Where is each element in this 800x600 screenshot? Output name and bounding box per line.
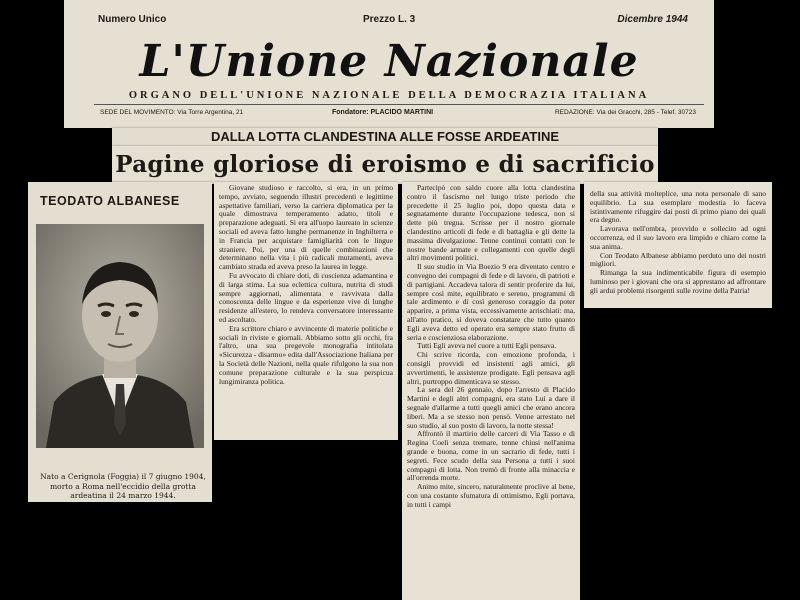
- newspaper-title: L'Unione Nazionale: [139, 36, 639, 87]
- paragraph: Rimanga la sua indimenticabile figura di esempio luminoso per i giovani che ora si apprestano ad affrontare gli ardui problemi risorgenti sulle rovine della Patria!: [590, 268, 766, 295]
- paragraph: Partecipò con saldo cuore alla lotta clandestina contro il fascismo nel lungo triste periodo che precedette il 25 luglio poi, dopo questa data e segnatamente durante l'occupazione tedesca, non si dette più tregua. Scrisse per il nostro giornale clandestino articoli di fede e di battaglia e gli dette la massima divulgazione. Tenne continui contatti con le nostre bande armate e collegamenti con quelle degli altri movimenti politici.: [407, 183, 575, 263]
- masthead-divider: [94, 104, 704, 105]
- portrait-photo: [36, 224, 204, 448]
- issue-date: Dicembre 1944: [617, 14, 688, 25]
- newspaper-subtitle: ORGANO DELL'UNIONE NAZIONALE DELLA DEMOCRAZIA ITALIANA: [128, 90, 650, 101]
- founder-line: Fondatore: PLACIDO MARTINI: [332, 109, 434, 116]
- portrait-name: TEODATO ALBANESE: [40, 194, 180, 208]
- headline-text: Pagine gloriose di eroismo e di sacrificio: [115, 151, 655, 178]
- portrait-caption: Nato a Cerignola (Foggia) il 7 giugno 1904, morto a Roma nell'eccidio della grotta ardeatina il 24 marzo 1944.: [40, 472, 206, 500]
- paragraph: della sua attività molteplice, una nota personale di sano equilibrio. La sua esemplare modestia lo faceva istintivamente rifuggire dai posti di primo piano dei quali era degno.: [590, 189, 766, 225]
- paragraph: Tutti Egli aveva nel cuore a tutti Egli pensava.: [417, 341, 557, 351]
- seat-address: SEDE DEL MOVIMENTO: Via Torre Argentina, 21: [100, 109, 244, 116]
- masthead: [64, 0, 714, 128]
- paragraph: Fu avvocato di chiare doti, di coscienza adamantina e di larga stima. La sua eclettica cultura, nutrita di studi sempre aggiornati, alimentata e ravvivata dalla conoscenza delle lingue e da esperienze vive di lunghe residenze all'estero, lo rendeva conversatore interessante ed ascoltato.: [219, 270, 393, 324]
- portrait-card: [28, 182, 212, 502]
- paragraph: Chi scrive ricorda, con emozione profonda, i consigli provvidi ed insistenti agli amici, gli avvertimenti, le assistenze prodigate. Egli pensava agli altri, purtroppo dimenticava se stesso.: [407, 350, 575, 386]
- article-column-1: [214, 182, 398, 440]
- paragraph: La sera del 26 gennaio, dopo l'arresto di Placido Martini e degli altri compagni, era stato Lui a dare il segnale d'allarme a tutti quegli amici che erano ancora liberi. Ma a se stesso non pensò. Venne arrestato nel suo studio, al suo posto di lavoro, la notte stessa!: [407, 385, 575, 430]
- paragraph: Con Teodato Albanese abbiamo perduto uno dei nostri migliori.: [590, 250, 766, 269]
- paragraph: Animo mite, sincero, naturalmente proclive al bene, con una costante sfumatura di ottimismo, Egli portava, in tutti i campi: [407, 482, 575, 509]
- kicker-text: DALLA LOTTA CLANDESTINA ALLE FOSSE ARDEATINE: [210, 129, 560, 144]
- paragraph: Affrontò il martirio delle carceri di Via Tasso e di Regina Coeli senza tremare, tenne chiusi nell'anima grande e buona, come in un sacrario di fede, tutti i segreti. Fece scudo della sua Persona a tutti i suoi compagni di lotta. Non tremò di fronte alla minaccia e all'orrenda morte.: [407, 429, 575, 483]
- article-headline: [112, 146, 658, 184]
- issue-label: Numero Unico: [98, 14, 167, 25]
- paragraph: Era scrittore chiaro e avvincente di materie politiche e sociali in riviste e giornali. Abbiamo sotto gli occhi, fra l'altro, una sua pregevole monografia intitolata «Sicurezza - disarmo» edita dall'Associazione Italiana per la Società delle Nazioni, nella quale rifulgono la sua non comune preparazione culturale e la sua perspicua lungimiranza politica.: [219, 323, 393, 386]
- editorial-address: REDAZIONE: Via dei Gracchi, 285 - Telef. 30723: [554, 109, 696, 116]
- paragraph: Giovane studioso e raccolto, si era, in un primo tempo, avviato, seguendo illustri precedenti e legittime aspettative familiari, verso la carriera diplomatica per la quale dimostrava temperamento adatto, titoli e preparazione adeguati. Si era all'uopo laureato in scienze sociali ed aveva fatto lunghe permanenze in Inghilterra e in Francia per acquistare famigliarità con le lingue straniere. Poi, per una di quelle combinazioni che determinano nella vita i più radicali mutamenti, aveva cambiato strada ed aveva preso la laurea in legge.: [219, 183, 393, 272]
- paragraph: Lavorava nell'ombra, provvido e sollecito ad ogni occorrenza, ed il suo lavoro era limpido e chiaro come la sua anima.: [590, 224, 766, 251]
- portrait-image: [36, 224, 204, 448]
- paragraph: Il suo studio in Via Boezio 9 era diventato centro e convegno dei compagni di fede e di lavoro, di patrioti e di partigiani. Accadeva talora di sentir proferire da lui, sempre così mite, equilibrato e sereno, programmi di tale ardimento e di così generoso coraggio da poter apparire, a prima vista, eccessivamente arrischiati: ma, all'atto pratico, si doveva constatare che tutto quanto Egli aveva detto ed operato era sempre stato frutto di seria e coscienziosa elaborazione.: [407, 262, 575, 342]
- article-kicker: [112, 128, 658, 146]
- article-column-3: [584, 182, 772, 308]
- article-column-2: [402, 182, 580, 600]
- price-label: Prezzo L. 3: [363, 14, 416, 25]
